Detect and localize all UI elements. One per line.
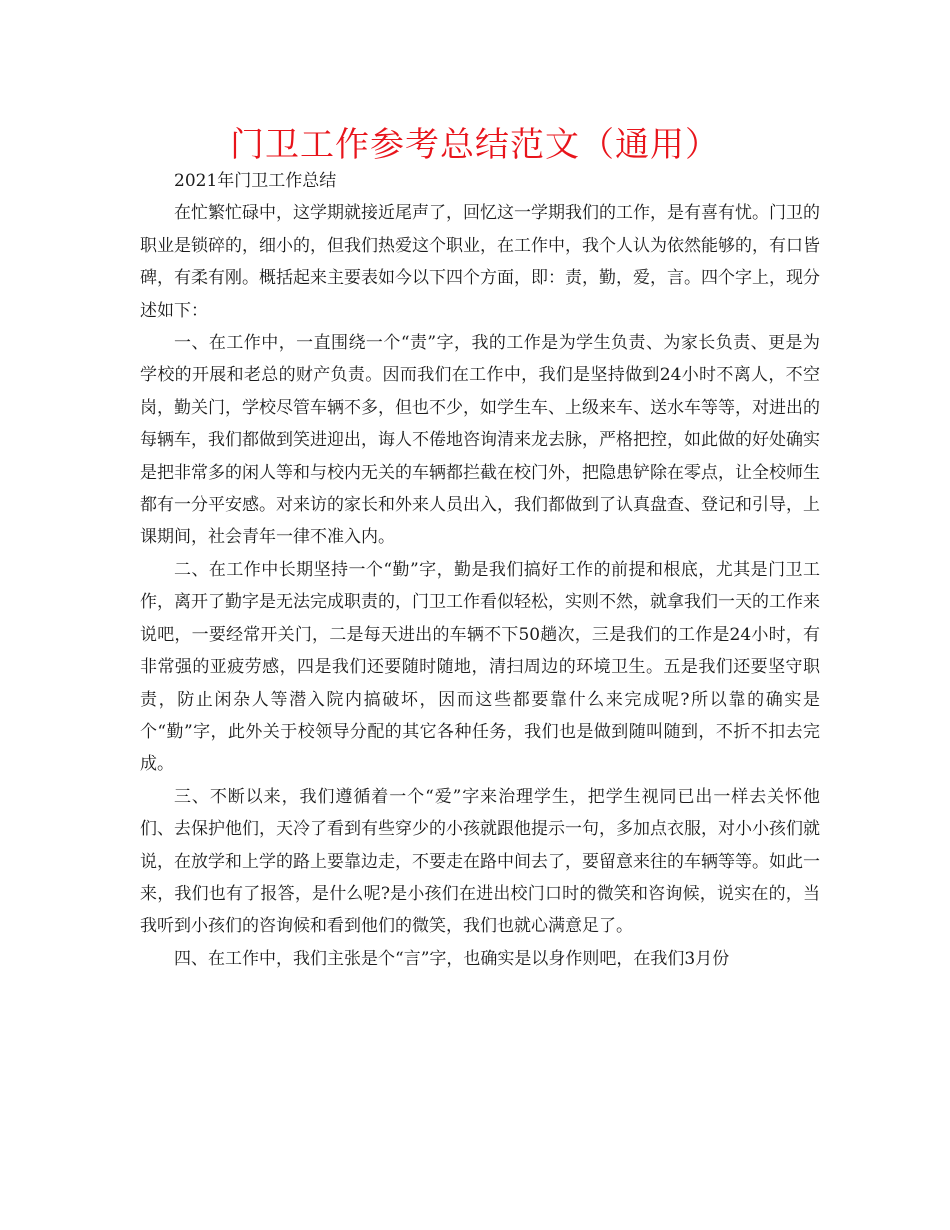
document-title: 门卫工作参考总结范文（通用） — [230, 125, 720, 165]
paragraph-speech: 四、在工作中，我们主张是个“言”字，也确实是以身作则吧，在我们3月份 — [174, 948, 730, 969]
document-subtitle: 2021年门卫工作总结 — [174, 171, 337, 191]
paragraph-diligence: 二、在工作中长期坚持一个“勤”字，勤是我们搞好工作的前提和根底，尤其是门卫工作，离开了勤字是无法完成职责的，门卫工作看似轻松，实则不然，就拿我们一天的工作来说吧，一要经常开关门，二是每天进出的车辆不下50趟次，三是我们的工作是24小时，有非常强的亚疲劳感，四是我们还要随时随地，清扫周边的环境卫生。五是我们还要坚守职责，防止闲杂人等潜入院内搞破坏，因而这些都要靠什么来完成呢?所以靠的确实是个“勤”字，此外关于校领导分配的其它各种任务，我们也是做到随叫随到，不折不扣去完成。 — [140, 559, 820, 775]
document-body — [140, 165, 820, 975]
paragraph-intro: 在忙繁忙碌中，这学期就接近尾声了，回忆这一学期我们的工作，是有喜有忧。门卫的职业是锁碎的，细小的，但我们热爱这个职业，在工作中，我个人认为依然能够的，有口皆碑，有柔有刚。概括起来主要表如今以下四个方面，即：责，勤，爱，言。四个字上，现分述如下： — [140, 203, 820, 321]
paragraph-responsibility: 一、在工作中，一直围绕一个“责”字，我的工作是为学生负责、为家长负责、更是为学校的开展和老总的财产负责。因而我们在工作中，我们是坚持做到24小时不离人，不空岗，勤关门，学校尽管车辆不多，但也不少，如学生车、上级来车、送水车等等，对进出的每辆车，我们都做到笑进迎出，诲人不倦地咨询清来龙去脉，严格把控，如此做的好处确实是把非常多的闲人等和与校内无关的车辆都拦截在校门外，把隐患铲除在零点，让全校师生都有一分平安感。对来访的家长和外来人员出入，我们都做到了认真盘查、登记和引导，上课期间，社会青年一律不准入内。 — [140, 333, 820, 548]
paragraph-love: 三、不断以来，我们遵循着一个“爱”字来治理学生，把学生视同已出一样去关怀他们、去保护他们，天冷了看到有些穿少的小孩就跟他提示一句，多加点衣服，对小小孩们就说，在放学和上学的路上要靠边走，不要走在路中间去了，要留意来往的车辆等等。如此一来，我们也有了报答，是什么呢?是小孩们在进出校门口时的微笑和咨询候，说实在的，当我听到小孩们的咨询候和看到他们的微笑，我们也就心满意足了。 — [140, 786, 820, 937]
